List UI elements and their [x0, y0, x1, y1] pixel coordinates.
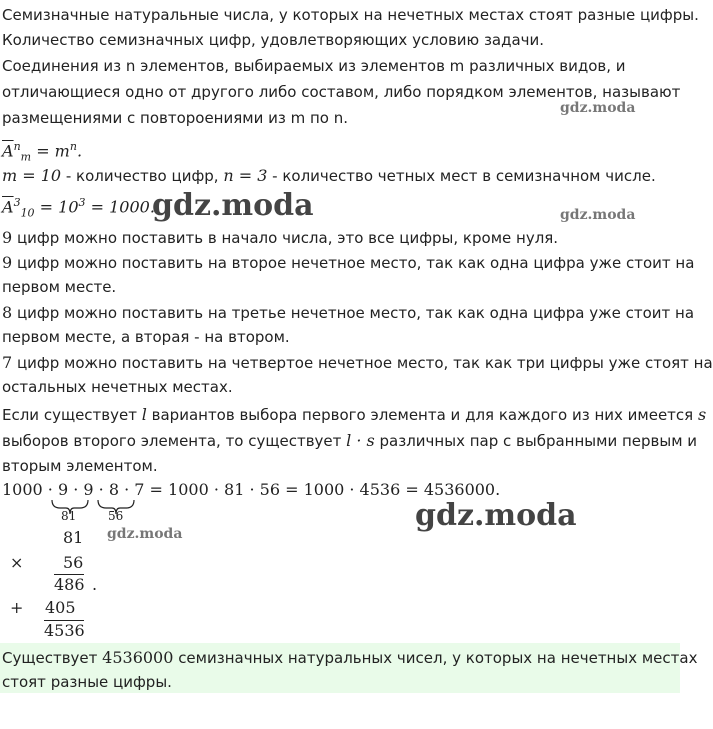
- watermark: gdz.moda: [560, 207, 636, 223]
- rule-line-2: выборов второго элемента, то существует l · s различных пар с выбранными первым и: [2, 431, 698, 450]
- text-line-5: размещениями с повтороениями из m по n.: [2, 109, 348, 127]
- column-row-3: 486: [54, 575, 85, 594]
- digits-count-line: m = 10 - количество цифр, n = 3 - количество четных мест в семизначном числе.: [2, 166, 656, 185]
- reason-line: 9 цифр можно поставить в начало числа, это все цифры, кроме нуля.: [2, 228, 559, 247]
- watermark-large: gdz.moda: [152, 188, 314, 223]
- reason-line: 8 цифр можно поставить на третье нечетное место, так как одна цифра уже стоит на: [2, 303, 695, 322]
- formula-arrangements: $\overline{A}^n_m = m^n$.: [2, 140, 83, 164]
- column-op-plus: +: [10, 598, 24, 617]
- reason-line: первом месте, а вторая - на втором.: [2, 328, 290, 346]
- column-row-4: 405: [45, 598, 76, 617]
- column-op-multiply: ×: [10, 553, 24, 572]
- watermark: gdz.moda: [560, 100, 636, 116]
- watermark-large: gdz.moda: [415, 498, 577, 533]
- text-line-3: [2, 57, 626, 75]
- underbraces: [0, 498, 160, 518]
- product-expression: 1000 · 9 · 9 · 8 · 7 = 1000 · 81 · 56 = 1000 · 4536 = 4536000.: [2, 480, 501, 499]
- answer-line-2: стоят разные цифры.: [2, 673, 172, 691]
- answer-line-1: Существует 4536000 семизначных натуральных чисел, у которых на нечетных местах: [2, 648, 698, 667]
- brace-label-81: 81: [61, 509, 77, 523]
- reason-line: 7 цифр можно поставить на четвертое нечетное место, так как три цифры уже стоят на: [2, 353, 713, 372]
- formula-result: $\overline{A}^3_{10} = 10^3 = 1000$.: [2, 196, 155, 220]
- text-line-2: Количество семизначных цифр, удовлетворяющих условию задачи.: [2, 31, 545, 49]
- text-line-1: Семизначные натуральные числа, у которых на нечетных местах стоят разные цифры.: [2, 6, 699, 24]
- brace-label-56: 56: [108, 509, 124, 523]
- answer-box: [0, 643, 698, 693]
- column-row-5: 4536: [44, 621, 85, 640]
- watermark: gdz.moda: [107, 526, 183, 542]
- reason-line: первом месте.: [2, 278, 117, 296]
- reason-line: остальных нечетных местах.: [2, 378, 233, 396]
- column-dot: .: [92, 575, 98, 594]
- text-line-4: отличающиеся одно от другого либо составом, либо порядком элементов, называют: [2, 83, 681, 101]
- rule-line-1: Если существует l вариантов выбора первого элемента и для каждого из них имеется s: [2, 405, 707, 424]
- reason-line: 9 цифр можно поставить на второе нечетное место, так как одна цифра уже стоит на: [2, 253, 695, 272]
- rule-line-3: вторым элементом.: [2, 457, 158, 475]
- column-row-1: 81: [63, 528, 84, 547]
- text-line-3-content: Соединения из n элементов, выбираемых из элементов m различных видов, и: [2, 57, 626, 75]
- column-row-2: 56: [63, 553, 84, 572]
